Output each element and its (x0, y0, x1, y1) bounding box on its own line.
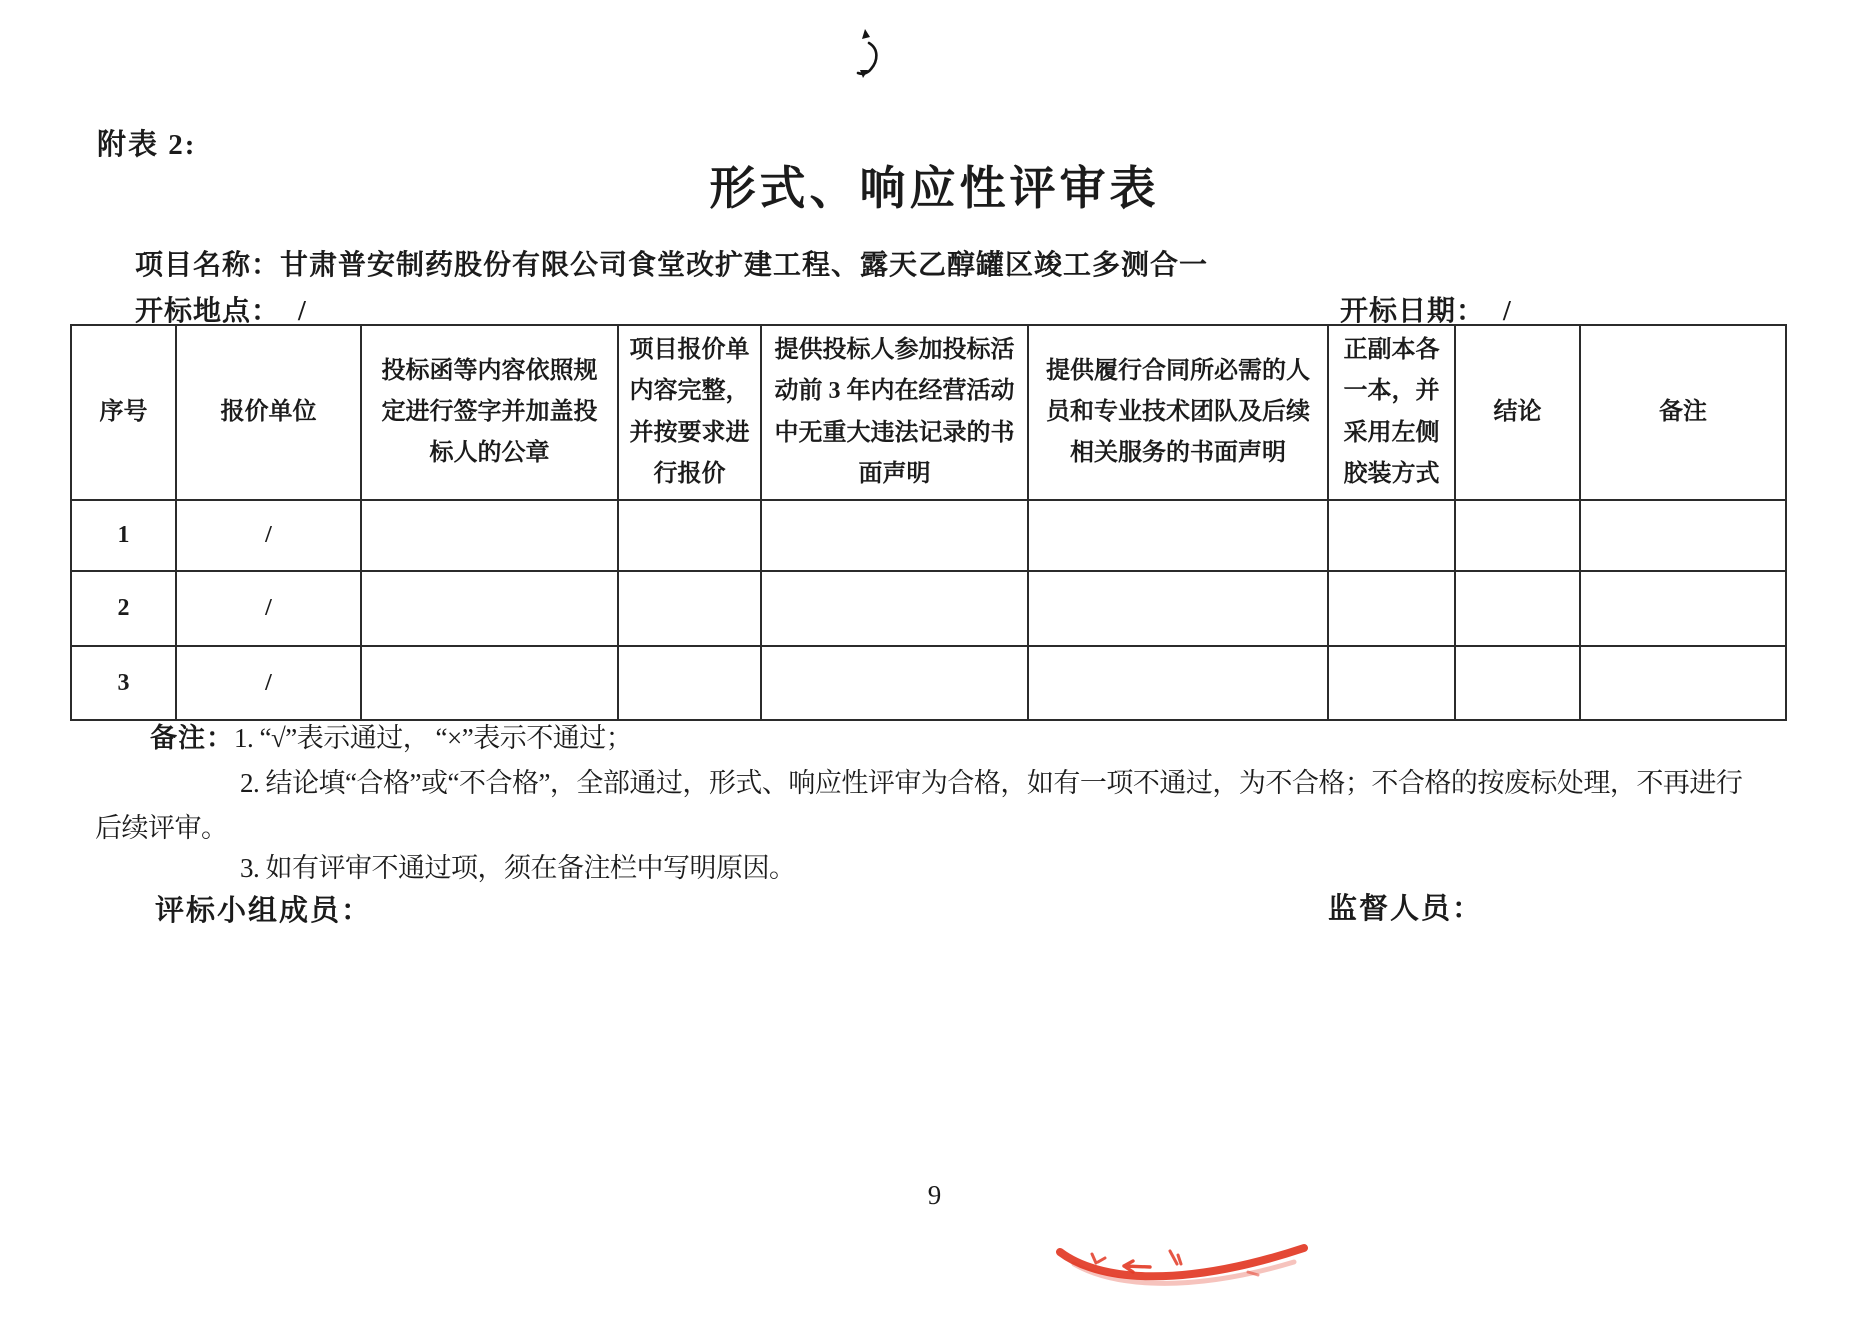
bid-date-value: / (1503, 296, 1512, 327)
row2-cell (361, 571, 618, 646)
notes-item-1: 1. “√”表示通过， “×”表示不通过； (234, 723, 633, 753)
attachment-label: 附表 2: (97, 129, 197, 161)
header-signature-seal: 投标函等内容依照规定进行签字并加盖投标人的公章 (361, 325, 618, 500)
row1-cell (1028, 500, 1328, 571)
row3-cell (1328, 646, 1455, 720)
review-table (70, 324, 1787, 721)
table-header-row (71, 325, 1786, 500)
row2-cell (1028, 571, 1328, 646)
notes-line-2-continuation: 后续评审。 (95, 813, 228, 843)
bid-date-label: 开标日期： (1340, 296, 1486, 327)
row1-remarks (1580, 500, 1786, 571)
notes-line-2: 2. 结论填“合格”或“不合格”，全部通过，形式、响应性评审为合格，如有一项不通过，为不合格；不合格的按废标处理，不再进行 (240, 768, 1743, 798)
row2-conclusion (1455, 571, 1580, 646)
row2-bidder: / (176, 571, 361, 646)
row1-bidder: / (176, 500, 361, 571)
project-name-label: 项目名称： (135, 250, 281, 281)
row1-cell (618, 500, 761, 571)
notes-line-3: 3. 如有评审不通过项，须在备注栏中写明原因。 (240, 853, 796, 883)
row3-cell (618, 646, 761, 720)
table-row (71, 571, 1786, 646)
notes-line-1 (150, 716, 632, 755)
bid-location-line (135, 289, 307, 329)
row1-cell (761, 500, 1028, 571)
row3-seq: 3 (71, 646, 176, 720)
row3-remarks (1580, 646, 1786, 720)
ink-squiggle-mark (848, 26, 888, 82)
row2-cell (618, 571, 761, 646)
header-remarks: 备注 (1580, 325, 1786, 500)
table-row (71, 646, 1786, 720)
row3-bidder: / (176, 646, 361, 720)
row3-cell (761, 646, 1028, 720)
header-personnel-service: 提供履行合同所必需的人员和专业技术团队及后续相关服务的书面声明 (1028, 325, 1328, 500)
header-conclusion: 结论 (1455, 325, 1580, 500)
bid-location-value: / (298, 296, 307, 327)
row3-cell (361, 646, 618, 720)
header-no-violation: 提供投标人参加投标活动前 3 年内在经营活动中无重大违法记录的书面声明 (761, 325, 1028, 500)
bid-location-label: 开标地点： (135, 296, 281, 327)
bid-date-line (1340, 289, 1512, 329)
row1-cell (361, 500, 618, 571)
row2-seq: 2 (71, 571, 176, 646)
notes-label: 备注： (150, 723, 234, 753)
row1-cell (1328, 500, 1455, 571)
evaluation-team-label: 评标小组成员： (155, 895, 373, 927)
red-stamp-arc (1052, 1238, 1314, 1308)
row2-cell (761, 571, 1028, 646)
document-title: 形式、响应性评审表 (709, 163, 1160, 214)
header-bidder: 报价单位 (176, 325, 361, 500)
supervisor-label: 监督人员： (1328, 893, 1484, 925)
row3-conclusion (1455, 646, 1580, 720)
row2-cell (1328, 571, 1455, 646)
project-name-value: 甘肃普安制药股份有限公司食堂改扩建工程、露天乙醇罐区竣工多测合一 (280, 250, 1209, 281)
table-row (71, 500, 1786, 571)
header-binding: 正副本各一本，并采用左侧胶装方式 (1328, 325, 1455, 500)
row2-remarks (1580, 571, 1786, 646)
header-seq: 序号 (71, 325, 176, 500)
review-table-container (70, 324, 1785, 721)
row1-conclusion (1455, 500, 1580, 571)
project-name-line (135, 243, 1208, 283)
row1-seq: 1 (71, 500, 176, 571)
header-quotation-complete: 项目报价单内容完整，并按要求进行报价 (618, 325, 761, 500)
page-number: 9 (927, 1180, 942, 1210)
row3-cell (1028, 646, 1328, 720)
